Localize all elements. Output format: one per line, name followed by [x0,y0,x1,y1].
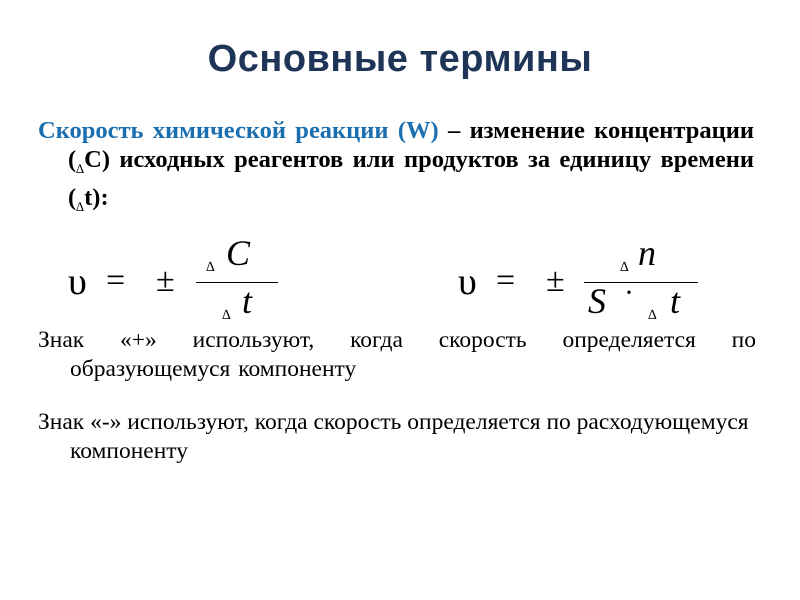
definition-paragraph [38,116,754,221]
plus-minus-sign: ± [546,262,565,299]
delta-symbol: ∆ [76,199,85,214]
slide-title: Основные термины [207,38,593,80]
definition-text-2: C) исходных реагентов или продуктов за единицу времени ( [68,146,754,211]
minus-sign-paragraph: Знак «-» используют, когда скорость определяется по расходующемуся компоненту [38,409,749,464]
denominator-t: t [670,281,681,321]
denominator-delta: ∆ [648,308,657,323]
rate-formula-concentration [62,232,302,328]
equals-sign: = [496,262,516,299]
rate-symbol: υ [68,261,87,303]
rate-formula-area [452,232,712,328]
denominator-t: t [242,281,253,321]
numerator-delta: ∆ [206,260,215,275]
numerator-c: C [226,233,251,273]
definition-text-1: – изменение концентрации ( [68,117,754,173]
numerator-delta: ∆ [620,260,629,275]
definition-text-3: t): [84,184,109,211]
equals-sign: = [106,262,126,299]
delta-symbol: ∆ [76,161,85,176]
denominator-s: S [588,281,606,321]
plus-minus-sign: ± [156,262,175,299]
multiply-dot: · [624,276,634,309]
denominator-delta: ∆ [222,308,231,323]
numerator-n: n [638,233,656,273]
fraction-line [196,282,278,283]
definition-term: Скорость химической реакции (W) [38,117,439,144]
plus-sign-paragraph: Знак «+» используют, когда скорость определяется по образующемуся компоненту [38,327,756,382]
rate-symbol: υ [458,261,477,303]
